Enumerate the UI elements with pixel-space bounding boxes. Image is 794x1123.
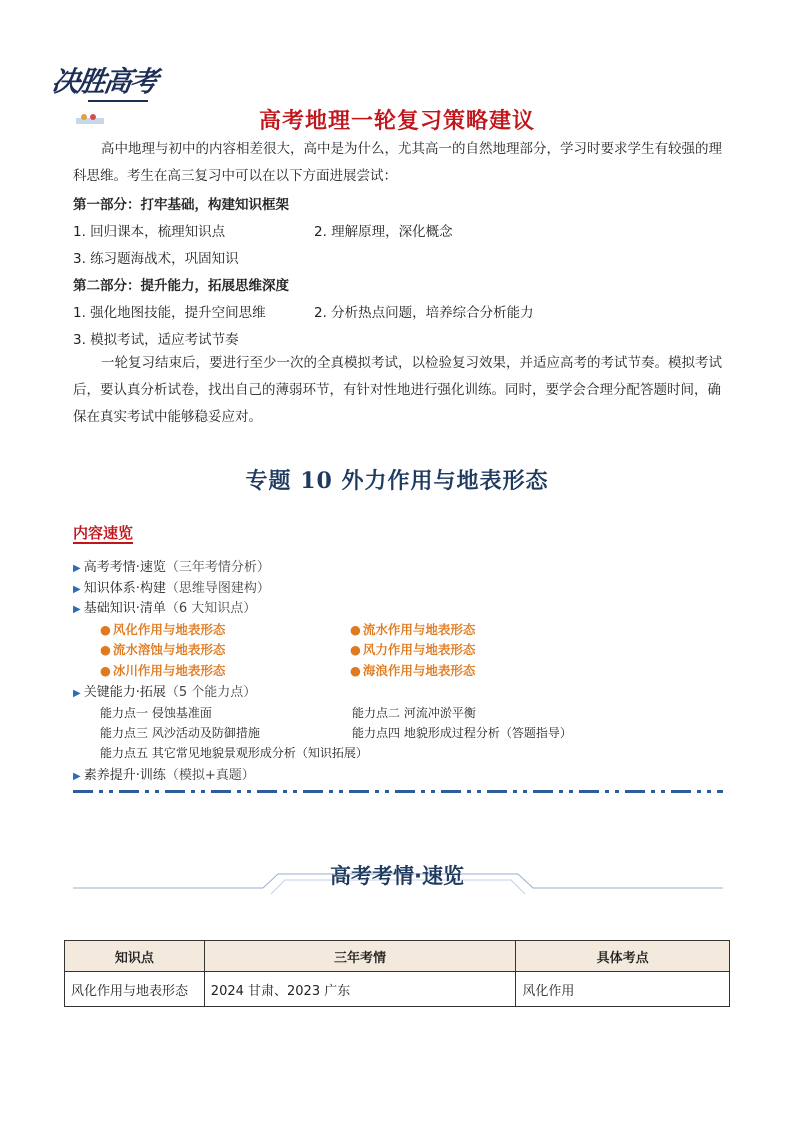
- toc-item[interactable]: [73, 764, 255, 783]
- knowledge-point[interactable]: [350, 661, 475, 679]
- header-title: 高考地理一轮复习策略建议: [258, 109, 535, 134]
- logo-text: 决胜高考: [49, 65, 159, 98]
- bullet-icon: ●: [350, 642, 361, 657]
- part1-item2: 2. 理解原理，深化概念: [314, 224, 453, 240]
- part2-item3: 3. 模拟考试，适应考试节奏: [73, 332, 239, 348]
- table-cell: 2024 甘肃、2023 广东: [204, 972, 516, 1007]
- toc-item-label: 高考考情·速览: [83, 560, 166, 575]
- knowledge-point-label: 风力作用与地表形态: [362, 642, 476, 657]
- bullet-icon: ●: [350, 622, 361, 637]
- knowledge-point-label: 海浪作用与地表形态: [362, 663, 476, 678]
- knowledge-point-label: 冰川作用与地表形态: [112, 663, 226, 678]
- toc-item[interactable]: [73, 577, 270, 596]
- bullet-icon: ●: [100, 663, 111, 678]
- part2-item2: 2. 分析热点问题，培养综合分析能力: [314, 305, 534, 321]
- knowledge-point[interactable]: [350, 620, 475, 638]
- intro-paragraph: 高中地理与初中的内容相差很大，高中是为什么，尤其高一的自然地理部分，学习时要求学生有较强的理科思维。考生在高三复习中可以在以下方面进展尝试：: [73, 141, 722, 184]
- exam-table: [64, 940, 730, 1007]
- table-header-row: [65, 941, 730, 972]
- toc-item-note: （6 大知识点）: [165, 601, 257, 616]
- knowledge-point[interactable]: [100, 640, 225, 658]
- part1-title: 第一部分：打牢基础，构建知识框架: [73, 197, 289, 213]
- toc-item-note: （模拟+真题）: [165, 768, 255, 783]
- table-cell: 风化作用: [516, 972, 730, 1007]
- triangle-icon: ▶: [73, 563, 81, 574]
- ability-point[interactable]: 能力点三 风沙活动及防御措施: [100, 726, 260, 740]
- knowledge-point[interactable]: [100, 620, 225, 638]
- section-divider: [73, 790, 723, 793]
- toc-item-label: 素养提升·训练: [83, 768, 166, 783]
- part1-item1: 1. 回归课本，梳理知识点: [73, 224, 226, 240]
- toc-item-note: （三年考情分析）: [165, 560, 270, 575]
- logo-underline: [88, 100, 148, 102]
- topic-title: 专题 10 外力作用与地表形态: [245, 468, 549, 494]
- knowledge-point-label: 风化作用与地表形态: [112, 622, 226, 637]
- part1-item3: 3. 练习题海战术，巩固知识: [73, 251, 239, 267]
- section-banner-title: 高考考情·速览: [330, 864, 464, 888]
- column-header: 具体考点: [516, 941, 730, 972]
- toc-item[interactable]: [73, 597, 256, 616]
- table-row: [65, 972, 730, 1007]
- toc-item[interactable]: [73, 681, 256, 700]
- ability-point[interactable]: 能力点一 侵蚀基准面: [100, 706, 212, 720]
- triangle-icon: ▶: [73, 584, 81, 595]
- column-header: 三年考情: [204, 941, 516, 972]
- part2-title: 第二部分：提升能力，拓展思维深度: [73, 278, 289, 294]
- triangle-icon: ▶: [73, 771, 81, 782]
- triangle-icon: ▶: [73, 688, 81, 699]
- closing-paragraph: 一轮复习结束后，要进行至少一次的全真模拟考试，以检验复习效果，并适应高考的考试节奏。模拟考试后，要认真分析试卷，找出自己的薄弱环节，有针对性地进行强化训练。同时，要学会合理分配答题时间，确保在真实考试中能够稳妥应对。: [73, 355, 722, 425]
- toc-item-note: （5 个能力点）: [165, 685, 257, 700]
- toc-heading: 内容速览: [73, 524, 134, 542]
- bullet-icon: ●: [350, 663, 361, 678]
- ability-point[interactable]: 能力点四 地貌形成过程分析（答题指导）: [352, 726, 572, 740]
- toc-item-note: （思维导图建构）: [165, 581, 270, 596]
- column-header: 知识点: [65, 941, 205, 972]
- knowledge-point-label: 流水作用与地表形态: [362, 622, 476, 637]
- knowledge-point[interactable]: [350, 640, 475, 658]
- ability-point[interactable]: 能力点二 河流冲淤平衡: [352, 706, 476, 720]
- triangle-icon: ▶: [73, 604, 81, 615]
- toc-item-label: 知识体系·构建: [83, 581, 166, 596]
- toc-item-label: 关键能力·拓展: [83, 685, 166, 700]
- ability-point[interactable]: 能力点五 其它常见地貌景观形成分析（知识拓展）: [100, 746, 368, 760]
- knowledge-point[interactable]: [100, 661, 225, 679]
- table-cell: 风化作用与地表形态: [65, 972, 205, 1007]
- knowledge-point-label: 流水溶蚀与地表形态: [112, 642, 226, 657]
- bullet-icon: ●: [100, 622, 111, 637]
- part2-item1: 1. 强化地图技能，提升空间思维: [73, 305, 266, 321]
- bullet-icon: ●: [100, 642, 111, 657]
- toc-item-label: 基础知识·清单: [83, 601, 166, 616]
- toc-item[interactable]: [73, 556, 270, 575]
